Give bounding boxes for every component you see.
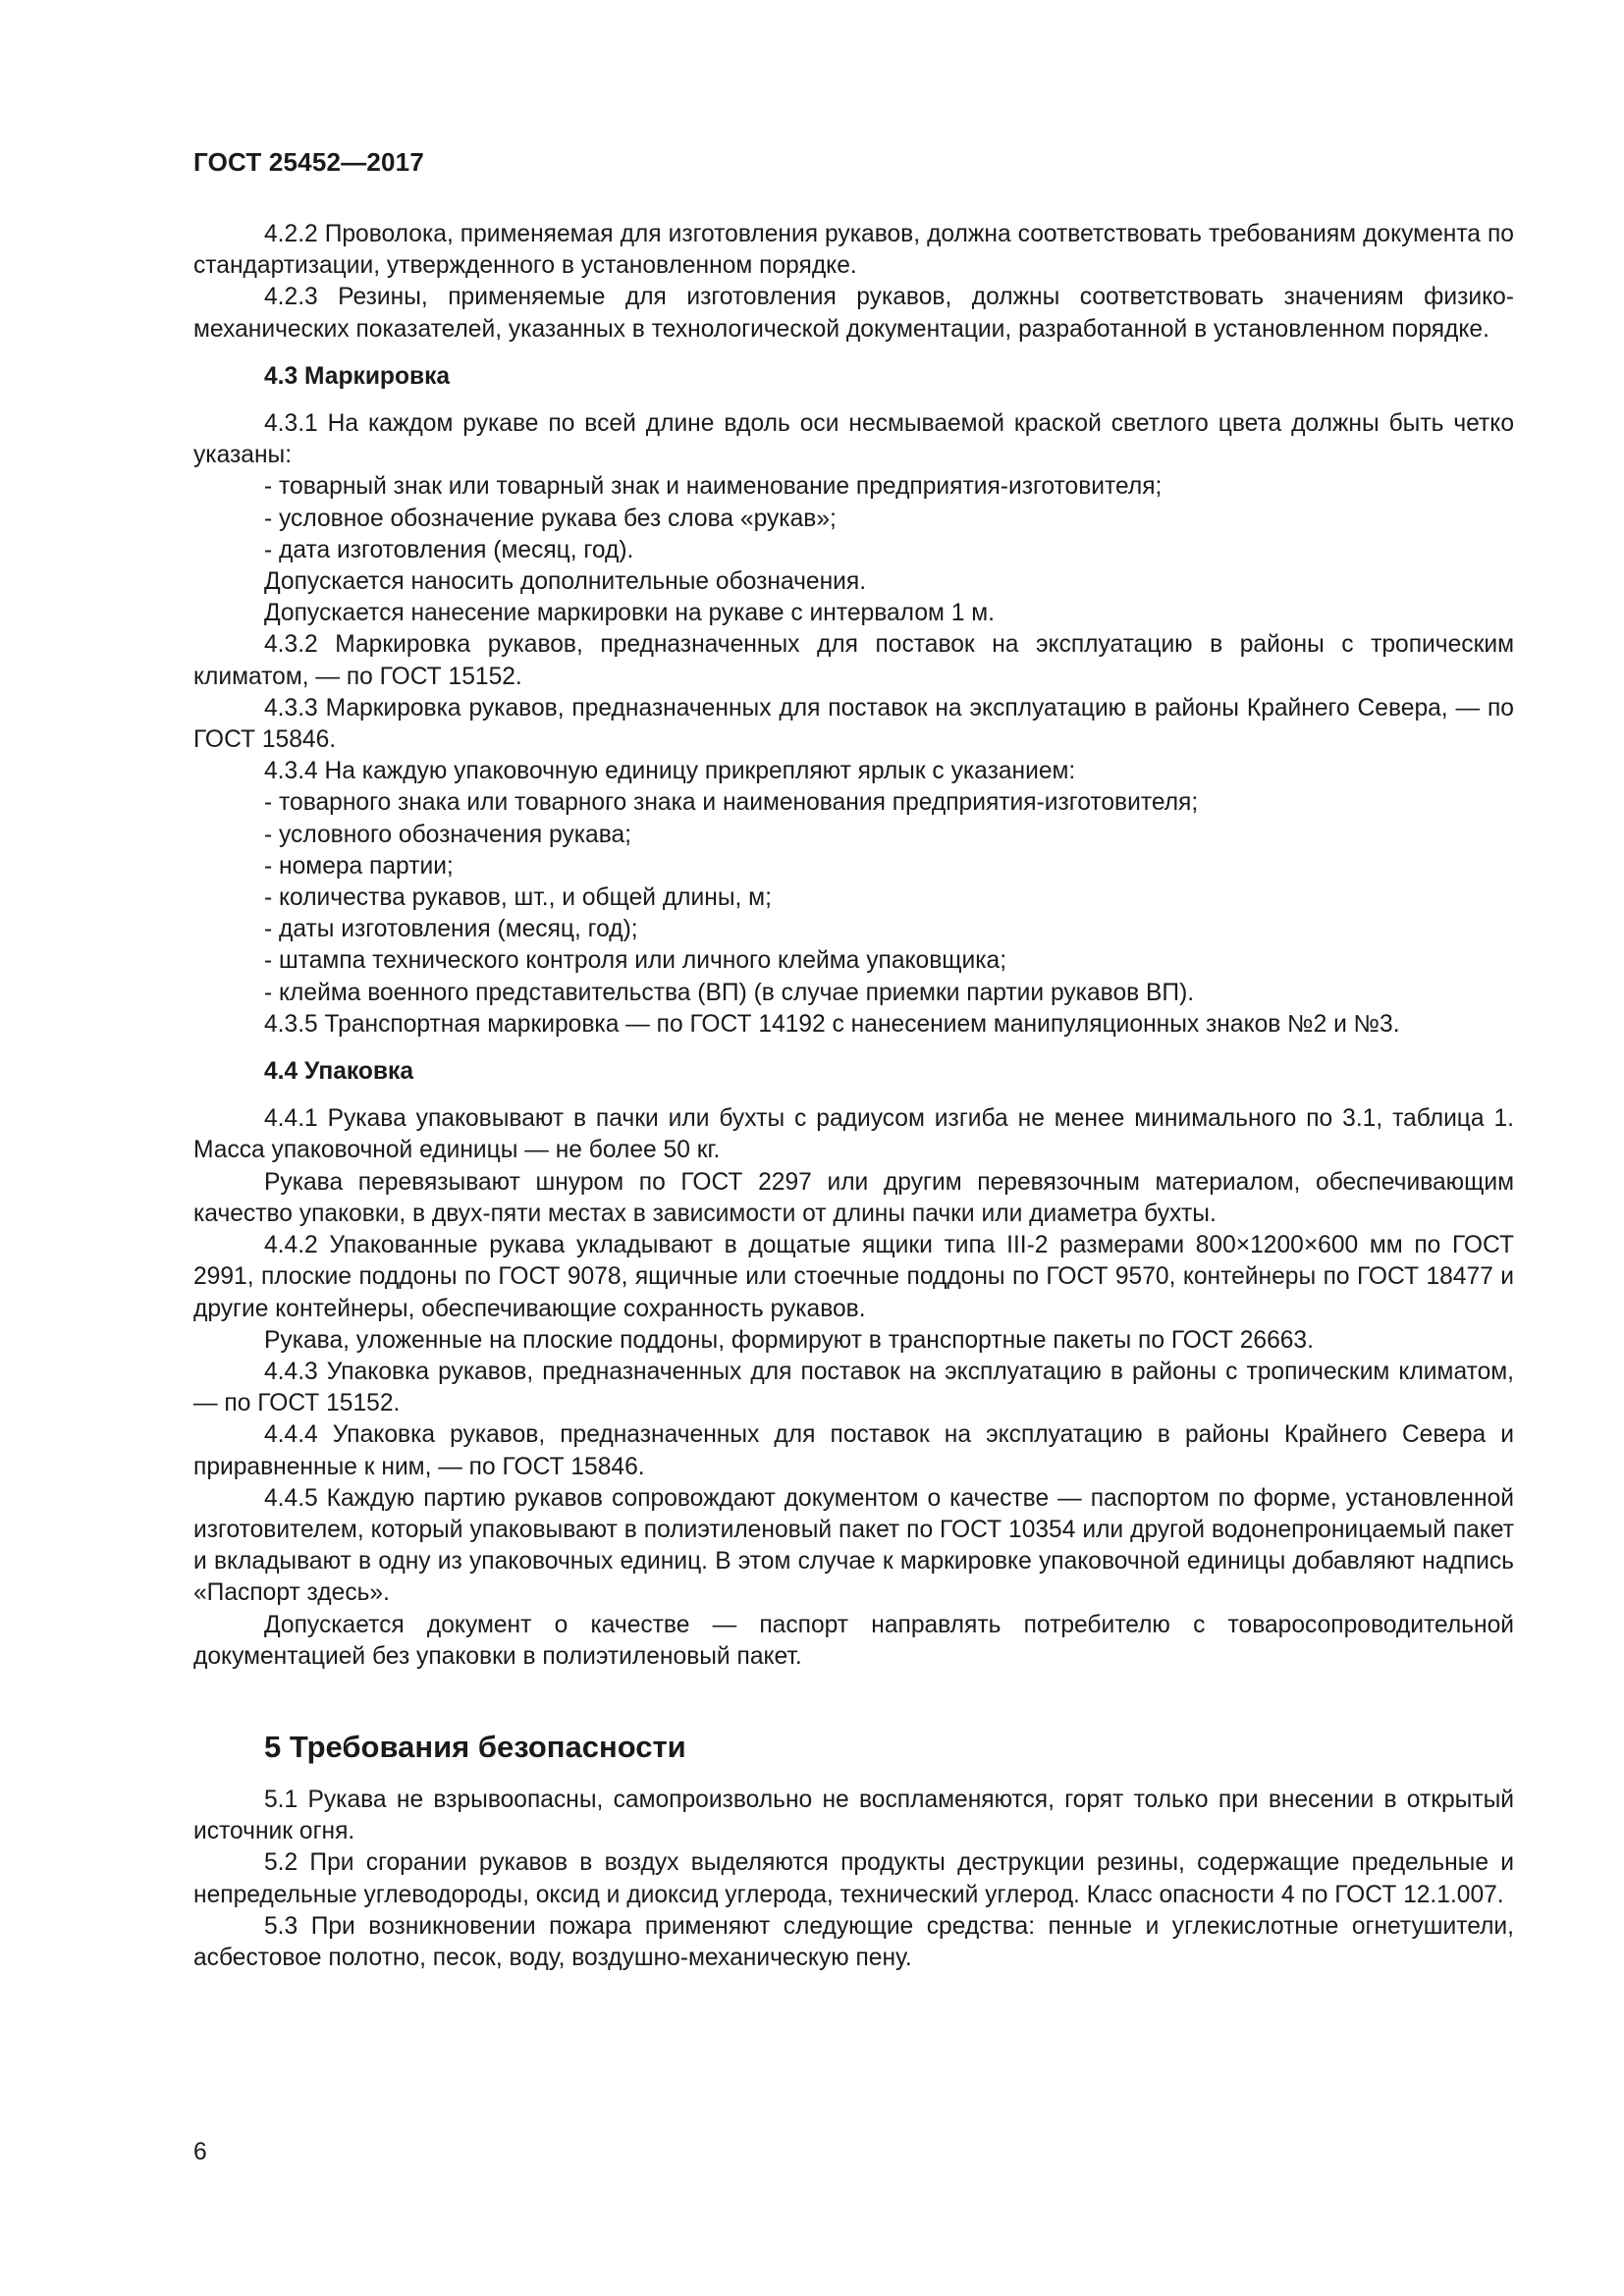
list-line: Допускается нанесение маркировки на рукаве с интервалом 1 м.: [264, 600, 995, 627]
list-line: 4.3.4 На каждую упаковочную единицу прикрепляют ярлык с указанием:: [264, 758, 1076, 785]
list-line: - условное обозначение рукава без слова «рукав»;: [264, 505, 837, 532]
subsection-heading: 4.3 Маркировка: [264, 362, 451, 390]
section-heading: 5 Требования безопасности: [264, 1729, 686, 1764]
page-number: 6: [193, 2139, 207, 2165]
list-line: - клейма военного представительства (ВП) (в случае приемки партии рукавов ВП).: [264, 979, 1195, 1006]
paragraph: 4.3.2 Маркировка рукавов, предназначенных для поставок на эксплуатацию в районы с тропическим климатом, — по ГОСТ 15152.: [193, 631, 1514, 690]
list-line: - номера партии;: [264, 852, 454, 880]
list-line: - количества рукавов, шт., и общей длины, м;: [264, 884, 772, 912]
paragraph: 4.3.3 Маркировка рукавов, предназначенных для поставок на эксплуатацию в районы Крайнего Севера, — по ГОСТ 15846.: [193, 694, 1514, 754]
paragraph: Допускается документ о качестве — паспорт направлять потребителю с товаросопроводительной документацией без упаковки в полиэтиленовый пакет.: [193, 1611, 1514, 1670]
paragraph: Рукава перевязывают шнуром по ГОСТ 2297 или другим перевязочным материалом, обеспечивающим качество упаковки, в двух-пяти местах в зависимости от длины пачки или диаметра бухты.: [193, 1168, 1514, 1227]
paragraph: 4.3.1 На каждом рукаве по всей длине вдоль оси несмываемой краской светлого цвета должны быть четко указаны:: [193, 410, 1514, 469]
document-body: [193, 219, 1514, 1974]
list-line: - дата изготовления (месяц, год).: [264, 536, 634, 563]
document-page: [193, 147, 1514, 1974]
paragraph: 4.4.3 Упаковка рукавов, предназначенных для поставок на эксплуатацию в районы с тропическим климатом, — по ГОСТ 15152.: [193, 1358, 1514, 1417]
list-line: 4.3.5 Транспортная маркировка — по ГОСТ 14192 с нанесением манипуляционных знаков №2 и №3.: [264, 1010, 1400, 1038]
paragraph: 4.4.1 Рукава упаковывают в пачки или бухты с радиусом изгиба не менее минимального по 3.1, таблица 1. Масса упаковочной единицы — не более 50 кг.: [193, 1105, 1514, 1164]
paragraph: 4.2.3 Резины, применяемые для изготовления рукавов, должны соответствовать значениям физико-механических показателей, указанных в технологической документации, разработанной в установленном порядке.: [193, 284, 1514, 343]
paragraph: 5.1 Рукава не взрывоопасны, самопроизвольно не воспламеняются, горят только при внесении в открытый источник огня.: [193, 1786, 1514, 1845]
paragraph: 5.3 При возникновении пожара применяют следующие средства: пенные и углекислотные огнетушители, асбестовое полотно, песок, воду, воздушно-механическую пену.: [193, 1912, 1514, 1971]
document-header: ГОСТ 25452—2017: [193, 147, 424, 177]
list-line: - условного обозначения рукава;: [264, 821, 632, 848]
list-line: Допускается наносить дополнительные обозначения.: [264, 568, 867, 596]
list-line: - даты изготовления (месяц, год);: [264, 916, 638, 943]
paragraph: 5.2 При сгорании рукавов в воздух выделяются продукты деструкции резины, содержащие предельные и непредельные углеводороды, оксид и диоксид углерода, технический углерод. Класс опасности 4 по ГОСТ 12.1.007.: [193, 1849, 1514, 1908]
paragraph: 4.4.4 Упаковка рукавов, предназначенных для поставок на эксплуатацию в районы Крайнего Севера и приравненные к ним, — по ГОСТ 15846.: [193, 1421, 1514, 1480]
paragraph: 4.2.2 Проволока, применяемая для изготовления рукавов, должна соответствовать требованиям документа по стандартизации, утвержденного в установленном порядке.: [193, 221, 1514, 280]
list-line: - штампа технического контроля или личного клейма упаковщика;: [264, 947, 1007, 975]
paragraph: 4.4.5 Каждую партию рукавов сопровождают документом о качестве — паспортом по форме, установленной изготовителем, который упаковывают в полиэтиленовый пакет по ГОСТ 10354 или другой водонепроницаемый пакет и вкладывают в одну из упаковочных единиц. В этом случае к маркировке упаковочной единицы добавляют надпись «Паспорт здесь».: [193, 1484, 1514, 1607]
list-line: - товарный знак или товарный знак и наименование предприятия-изготовителя;: [264, 473, 1163, 501]
subsection-heading: 4.4 Упаковка: [264, 1058, 414, 1086]
paragraph: 4.4.2 Упакованные рукава укладывают в дощатые ящики типа III-2 размерами 800×1200×600 мм по ГОСТ 2991, плоские поддоны по ГОСТ 9078, ящичные или стоечные поддоны по ГОСТ 9570, контейнеры по ГОСТ 18477 и другие контейнеры, обеспечивающие сохранность рукавов.: [193, 1232, 1514, 1322]
list-line: - товарного знака или товарного знака и наименования предприятия-изготовителя;: [264, 789, 1199, 817]
list-line: Рукава, уложенные на плоские поддоны, формируют в транспортные пакеты по ГОСТ 26663.: [264, 1326, 1314, 1354]
